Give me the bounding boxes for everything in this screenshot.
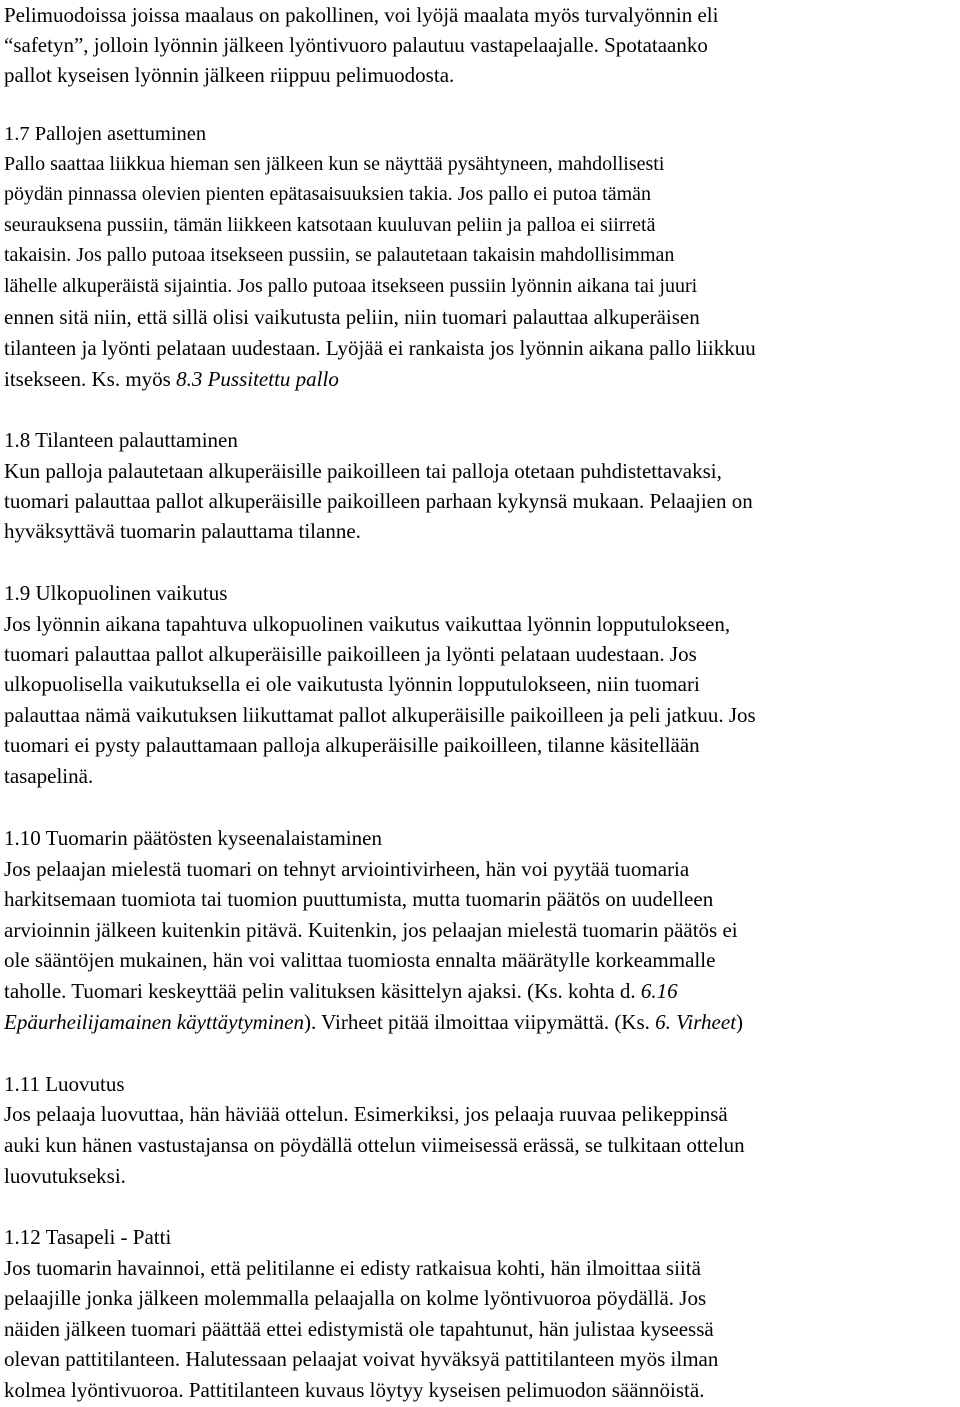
text-line: tasapelinä. bbox=[4, 764, 94, 788]
text-line: takaisin. Jos pallo putoaa itsekseen pussiin, se palautetaan takaisin mahdollisimman bbox=[4, 244, 675, 266]
section-heading: 1.10 Tuomarin päätösten kyseenalaistaminen bbox=[4, 826, 382, 850]
text-span: taholle. Tuomari keskeyttää pelin valituksen käsittelyn ajaksi. (Ks. kohta d. bbox=[4, 979, 641, 1003]
cross-reference: 8.3 Pussitettu pallo bbox=[176, 367, 339, 391]
text-line: ennen sitä niin, että sillä olisi vaikutusta peliin, niin tuomari palauttaa alkuperäisen bbox=[4, 305, 700, 329]
text-span: ). Virheet pitää ilmoittaa viipymättä. (Ks. bbox=[303, 1010, 656, 1034]
text-line: Jos pelaaja luovuttaa, hän häviää ottelun. Esimerkiksi, jos pelaaja ruuvaa pelikeppinsä bbox=[4, 1102, 728, 1126]
text-line: arvioinnin jälkeen kuitenkin pitävä. Kuitenkin, jos pelaajan mielestä tuomarin päätös ei bbox=[4, 918, 738, 942]
text-line: hyväksyttävä tuomarin palauttama tilanne. bbox=[4, 519, 361, 543]
text-span: itsekseen. Ks. myös bbox=[4, 367, 177, 391]
text-line: Jos lyönnin aikana tapahtuva ulkopuolinen vaikutus vaikuttaa lyönnin lopputulokseen, bbox=[4, 612, 731, 636]
text-line: harkitsemaan tuomiota tai tuomion puuttumista, mutta tuomarin päätös on uudelleen bbox=[4, 887, 714, 911]
text-line: pallot kyseisen lyönnin jälkeen riippuu pelimuodosta. bbox=[4, 63, 455, 87]
text-line bbox=[4, 364, 339, 394]
text-line: tuomari ei pysty palauttamaan palloja alkuperäisille paikoilleen, tilanne käsitellään bbox=[4, 733, 700, 757]
text-line bbox=[4, 976, 678, 1006]
text-line: Jos pelaajan mielestä tuomari on tehnyt arviointivirheen, hän voi pyytää tuomaria bbox=[4, 857, 690, 881]
section-heading: 1.8 Tilanteen palauttaminen bbox=[4, 428, 238, 452]
text-line: luovutukseksi. bbox=[4, 1164, 126, 1188]
text-line: seurauksena pussiin, tämän liikkeen katsotaan kuuluvan peliin ja palloa ei siirretä bbox=[4, 214, 656, 236]
text-line bbox=[4, 1007, 743, 1037]
text-span: ) bbox=[736, 1010, 744, 1034]
cross-reference: Epäurheilijamainen käyttäytyminen bbox=[4, 1010, 304, 1034]
section-heading: 1.7 Pallojen asettuminen bbox=[4, 123, 207, 145]
text-line: lähelle alkuperäistä sijaintia. Jos pallo putoaa itsekseen pussiin lyönnin aikana tai juuri bbox=[4, 275, 698, 297]
text-line: “safetyn”, jolloin lyönnin jälkeen lyöntivuoro palautuu vastapelaajalle. Spotataanko bbox=[4, 33, 708, 57]
cross-reference: 6. Virheet bbox=[655, 1010, 737, 1034]
text-line: Pelimuodoissa joissa maalaus on pakollinen, voi lyöjä maalata myös turvalyönnin eli bbox=[4, 3, 719, 27]
text-line: pöydän pinnassa olevien pienten epätasaisuuksien takia. Jos pallo ei putoa tämän bbox=[4, 183, 652, 205]
text-line: kolmea lyöntivuoroa. Pattitilanteen kuvaus löytyy kyseisen pelimuodon säännöistä. bbox=[4, 1378, 705, 1402]
cross-reference: 6.16 bbox=[640, 979, 678, 1003]
text-line: Jos tuomarin havainnoi, että pelitilanne ei edisty ratkaisua kohti, hän ilmoittaa siitä bbox=[4, 1256, 701, 1280]
text-line: pelaajille jonka jälkeen molemmalla pelaajalla on kolme lyöntivuoroa pöydällä. Jos bbox=[4, 1286, 707, 1310]
text-line: Pallo saattaa liikkua hieman sen jälkeen kun se näyttää pysähtyneen, mahdollisesti bbox=[4, 153, 665, 175]
text-line: tuomari palauttaa pallot alkuperäisille paikoilleen ja lyönti pelataan uudestaan. Jos bbox=[4, 642, 697, 666]
text-line: palauttaa nämä vaikutuksen liikuttamat pallot alkuperäisille paikoilleen ja peli jatkuu. Jos bbox=[4, 703, 756, 727]
text-line: olevan pattitilanteen. Halutessaan pelaajat voivat hyväksyä pattitilanteen myös ilman bbox=[4, 1347, 719, 1371]
text-line: tilanteen ja lyönti pelataan uudestaan. Lyöjää ei rankaista jos lyönnin aikana pallo liikkuu bbox=[4, 336, 756, 360]
text-line: Kun palloja palautetaan alkuperäisille paikoilleen tai palloja otetaan puhdistettavaksi, bbox=[4, 459, 722, 483]
section-heading: 1.12 Tasapeli - Patti bbox=[4, 1225, 172, 1249]
text-line: näiden jälkeen tuomari päättää ettei edistymistä ole tapahtunut, hän julistaa kyseessä bbox=[4, 1317, 714, 1341]
text-line: ulkopuolisella vaikutuksella ei ole vaikutusta lyönnin lopputulokseen, niin tuomari bbox=[4, 672, 700, 696]
section-heading: 1.11 Luovutus bbox=[4, 1072, 125, 1096]
text-line: tuomari palauttaa pallot alkuperäisille paikoilleen parhaan kykynsä mukaan. Pelaajien on bbox=[4, 489, 753, 513]
section-heading: 1.9 Ulkopuolinen vaikutus bbox=[4, 581, 228, 605]
text-line: ole sääntöjen mukainen, hän voi valittaa tuomiosta ennalta määrätylle korkeammalle bbox=[4, 948, 716, 972]
text-line: auki kun hänen vastustajansa on pöydällä ottelun viimeisessä erässä, se tulkitaan ottelun bbox=[4, 1133, 745, 1157]
